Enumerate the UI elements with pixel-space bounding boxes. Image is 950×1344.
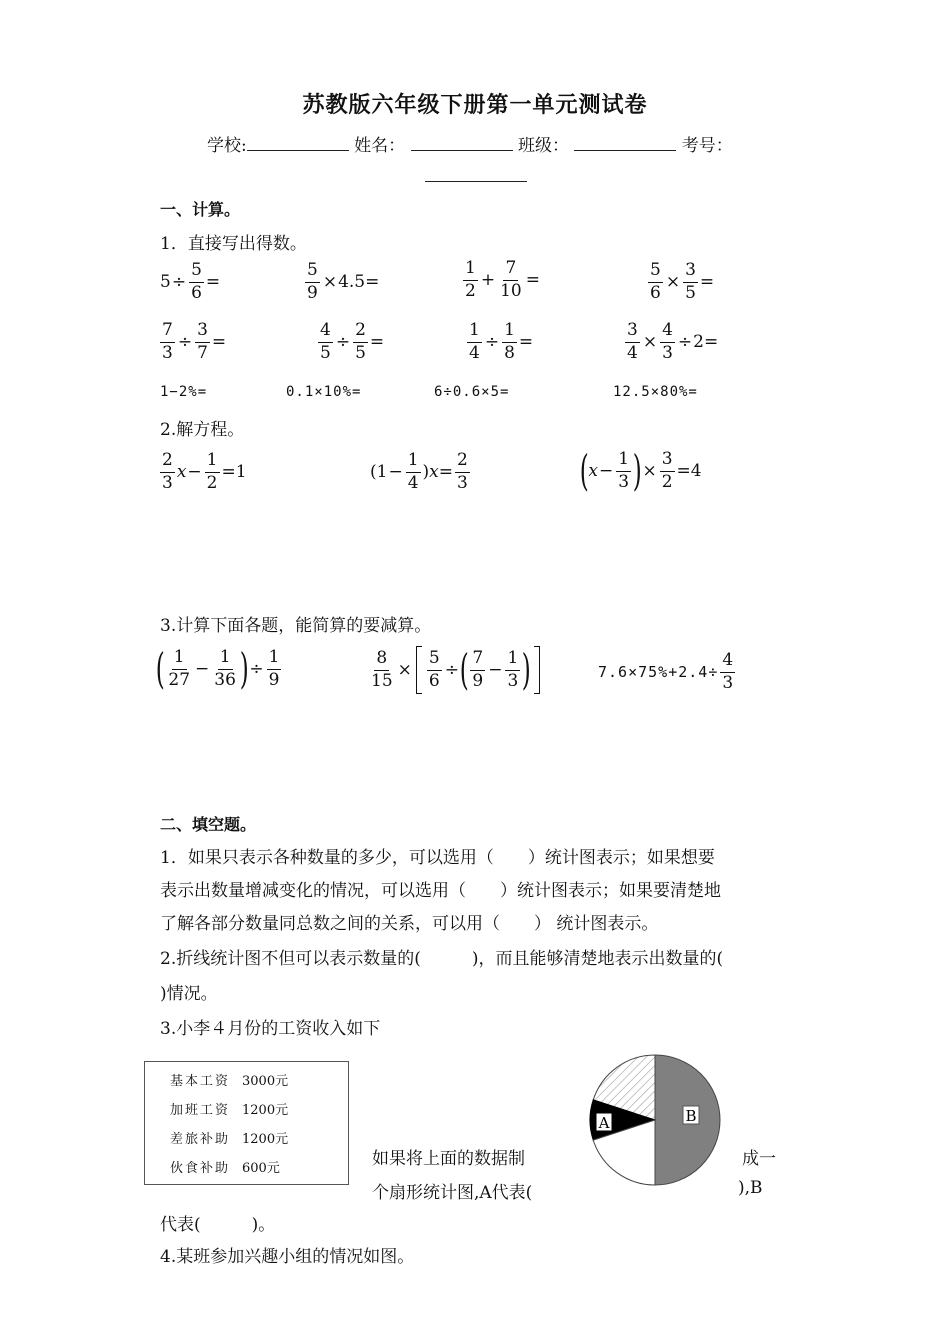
section2-heading: 二、填空题。 [160, 815, 257, 834]
salary-row: 差旅补助 1200元 [170, 1132, 289, 1147]
calc-3-3: 6÷0.6×5= [434, 384, 510, 400]
equation-1: $\frac{2}{3}$ x − $\frac{1}{2}$ =1 [162, 450, 247, 493]
salary-table [144, 1061, 349, 1185]
fill-q3-text-c: 个扇形统计图,A代表( [372, 1183, 533, 1203]
fill-q3-text-a: 如果将上面的数据制 [372, 1149, 525, 1169]
q2-label: 2.解方程。 [160, 420, 245, 440]
fill-q3-text-d: ),B [738, 1178, 763, 1198]
pie-label-b: B [685, 1107, 697, 1125]
calc-1-3: $\frac{1}{2}$ + $\frac{7}{10}$ = [465, 258, 540, 301]
q3-label: 3.计算下面各题，能简算的要减算。 [160, 616, 432, 636]
salary-row: 伙食补助 600元 [170, 1161, 280, 1176]
school-label: 学校: [207, 136, 247, 156]
calc-expr-2: $\frac{8}{15}$ × $\frac{5}{6}$ ÷ ( $\frac{7}{9}$ − $\frac{1}{3}$ ) [367, 646, 543, 694]
calc-3-4: 12.5×80%= [613, 384, 698, 400]
equation-3: ( x − $\frac{1}{3}$ ) × $\frac{3}{2}$ =4 [579, 446, 702, 495]
name-blank[interactable] [411, 134, 513, 151]
fill-q3-label: 3.小李４月份的工资收入如下 [160, 1019, 381, 1039]
fill-q2-line2: )情况。 [160, 984, 218, 1004]
calc-expr-3: 7.6×75%+2.4÷ $\frac{4}{3}$ [598, 650, 734, 693]
calc-2-4: $\frac{3}{4}$ × $\frac{4}{3}$ ÷ 2= [627, 320, 719, 363]
salary-pie-chart [585, 1050, 725, 1190]
calc-1-1: 5 ÷ $\frac{5}{6}$ = [160, 260, 221, 303]
page-title: 苏教版六年级下册第一单元测试卷 [302, 93, 648, 118]
class-blank[interactable] [574, 134, 676, 151]
fill-q1-line1: 1．如果只表示各种数量的多少，可以选用（ ）统计图表示；如果想要 [160, 848, 715, 868]
pie-label-a: A [598, 1114, 610, 1132]
exam-no-label: 考号： [681, 136, 733, 156]
fill-q3-text-e: 代表( )。 [160, 1215, 276, 1235]
school-blank[interactable] [247, 134, 349, 151]
class-label: 班级： [517, 136, 569, 156]
calc-1-4: $\frac{5}{6}$ × $\frac{3}{5}$ = [650, 260, 715, 303]
equation-2: (1 − $\frac{1}{4}$ ) x = $\frac{2}{3}$ [370, 450, 468, 493]
fill-q1-line3: 了解各部分数量同总数之间的关系，可以用（ ） 统计图表示。 [160, 914, 659, 934]
calc-3-1: 1−2%= [160, 384, 208, 400]
q1-label: 1．直接写出得数。 [160, 234, 307, 254]
fill-q1-line2: 表示出数量增减变化的情况，可以选用（ ）统计图表示；如果要清楚地 [160, 881, 721, 901]
salary-row: 基本工资 3000元 [170, 1074, 289, 1089]
calc-2-3: $\frac{1}{4}$ ÷ $\frac{1}{8}$ = [469, 320, 534, 363]
calc-2-1: $\frac{7}{3}$ ÷ $\frac{3}{7}$ = [162, 320, 227, 363]
exam-no-blank[interactable] [425, 167, 527, 182]
salary-row: 加班工资 1200元 [170, 1103, 289, 1118]
fill-q3-text-b: 成一 [742, 1149, 776, 1169]
section1-heading: 一、计算。 [160, 200, 241, 219]
fill-q4-label: 4.某班参加兴趣小组的情况如图。 [160, 1247, 415, 1267]
fill-q2-line1: 2.折线统计图不但可以表示数量的( )，而且能够清楚地表示出数量的( [160, 949, 724, 969]
calc-expr-1: ( $\frac{1}{27}$ − $\frac{1}{36}$ ) ÷ $\frac{1}{9}$ [155, 644, 280, 693]
name-label: 姓名： [354, 136, 406, 156]
calc-3-2: 0.1×10%= [286, 384, 362, 400]
header-fields [207, 131, 733, 156]
calc-1-2: $\frac{5}{9}$ × 4.5= [307, 260, 380, 303]
calc-2-2: $\frac{4}{5}$ ÷ $\frac{2}{5}$ = [320, 320, 385, 363]
